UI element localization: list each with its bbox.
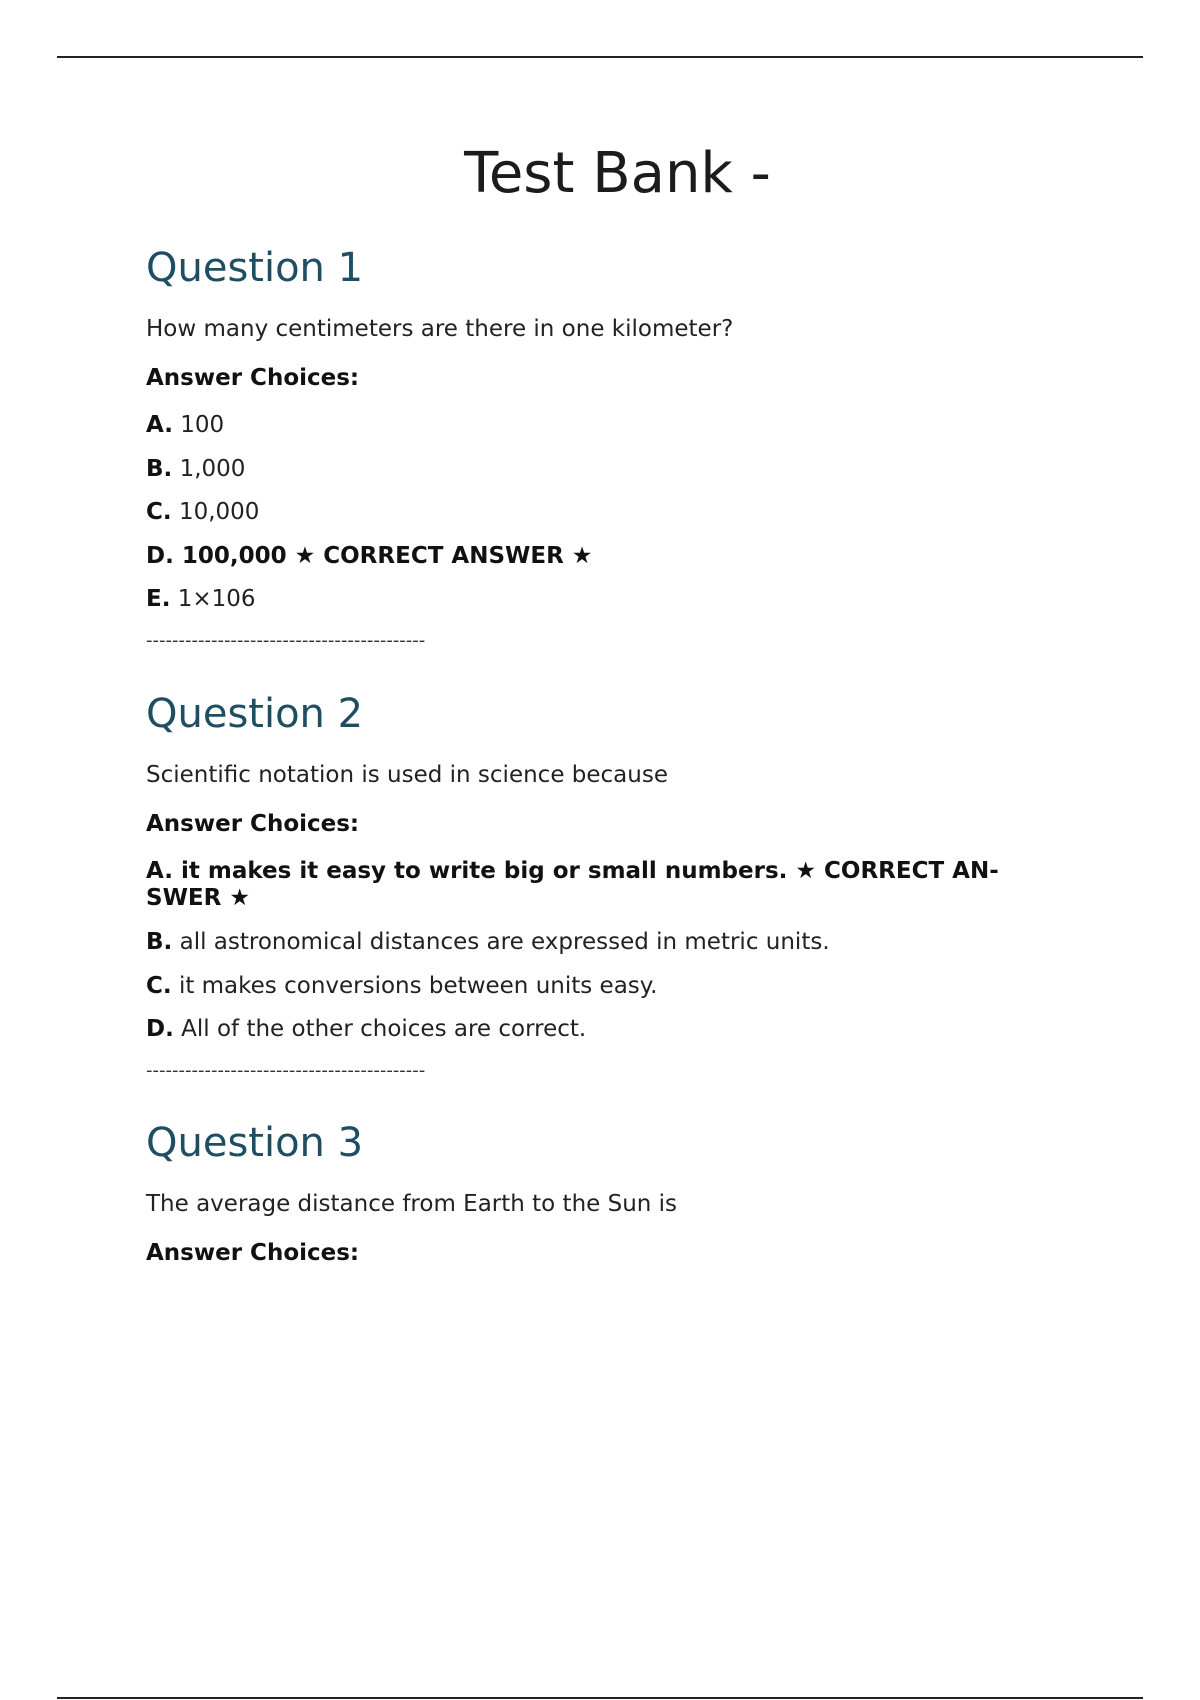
choice-letter: D. <box>146 542 174 569</box>
answer-choice-e <box>146 586 1066 614</box>
answer-choices-label: Answer Choices: <box>146 810 360 837</box>
choice-letter: B. <box>146 455 173 482</box>
choice-letter: E. <box>146 586 171 613</box>
choice-letter: D. <box>146 1016 174 1043</box>
choice-text: it makes conversions between units easy. <box>178 972 658 999</box>
top-rule <box>57 56 1143 58</box>
question-list <box>146 246 1066 1287</box>
question-heading: Question 1 <box>146 245 364 291</box>
choice-letter: B. <box>146 928 173 955</box>
choice-letter: C. <box>146 972 172 999</box>
choice-text: All of the other choices are correct. <box>181 1016 587 1043</box>
choice-text: 10,000 <box>178 499 260 526</box>
question-separator: ------------------------------------------- <box>146 630 426 652</box>
answer-choice-a-correct <box>146 858 1046 913</box>
answer-choice-b <box>146 929 1066 957</box>
question-1 <box>146 246 1066 652</box>
question-3 <box>146 1121 1066 1269</box>
question-2 <box>146 692 1066 1082</box>
bottom-rule <box>57 1697 1143 1699</box>
choice-text: all astronomical distances are expressed in metric units. <box>179 928 830 955</box>
answer-choices-label: Answer Choices: <box>146 365 360 392</box>
choice-letter: C. <box>146 499 172 526</box>
choice-letter: A. <box>146 412 173 439</box>
choice-text: 100 <box>180 412 225 439</box>
document-title: Test Bank - <box>464 141 771 206</box>
question-text: The average distance from Earth to the Sun is <box>146 1191 678 1218</box>
question-heading: Question 2 <box>146 690 364 737</box>
answer-choices-label: Answer Choices: <box>146 1240 360 1267</box>
choice-text: it makes it easy to write big or small numbers. ★ CORRECT AN-SWER ★ <box>146 857 999 912</box>
answer-choice-b <box>146 456 1066 484</box>
choice-text: 1,000 <box>179 455 246 482</box>
answer-choice-d-correct <box>146 543 1066 571</box>
question-text: How many centimeters are there in one kilometer? <box>146 316 734 342</box>
question-separator: ------------------------------------------- <box>146 1059 426 1081</box>
answer-choice-d <box>146 1016 1066 1044</box>
question-text: Scientific notation is used in science because <box>146 761 668 788</box>
answer-choice-c <box>146 973 1066 1001</box>
choice-letter: A. <box>146 857 173 884</box>
choice-text: 1×106 <box>177 586 256 613</box>
answer-choice-c <box>146 499 1066 527</box>
choice-text: 100,000 ★ CORRECT ANSWER ★ <box>181 542 593 569</box>
answer-choice-a <box>146 412 1066 440</box>
question-heading: Question 3 <box>146 1120 364 1167</box>
